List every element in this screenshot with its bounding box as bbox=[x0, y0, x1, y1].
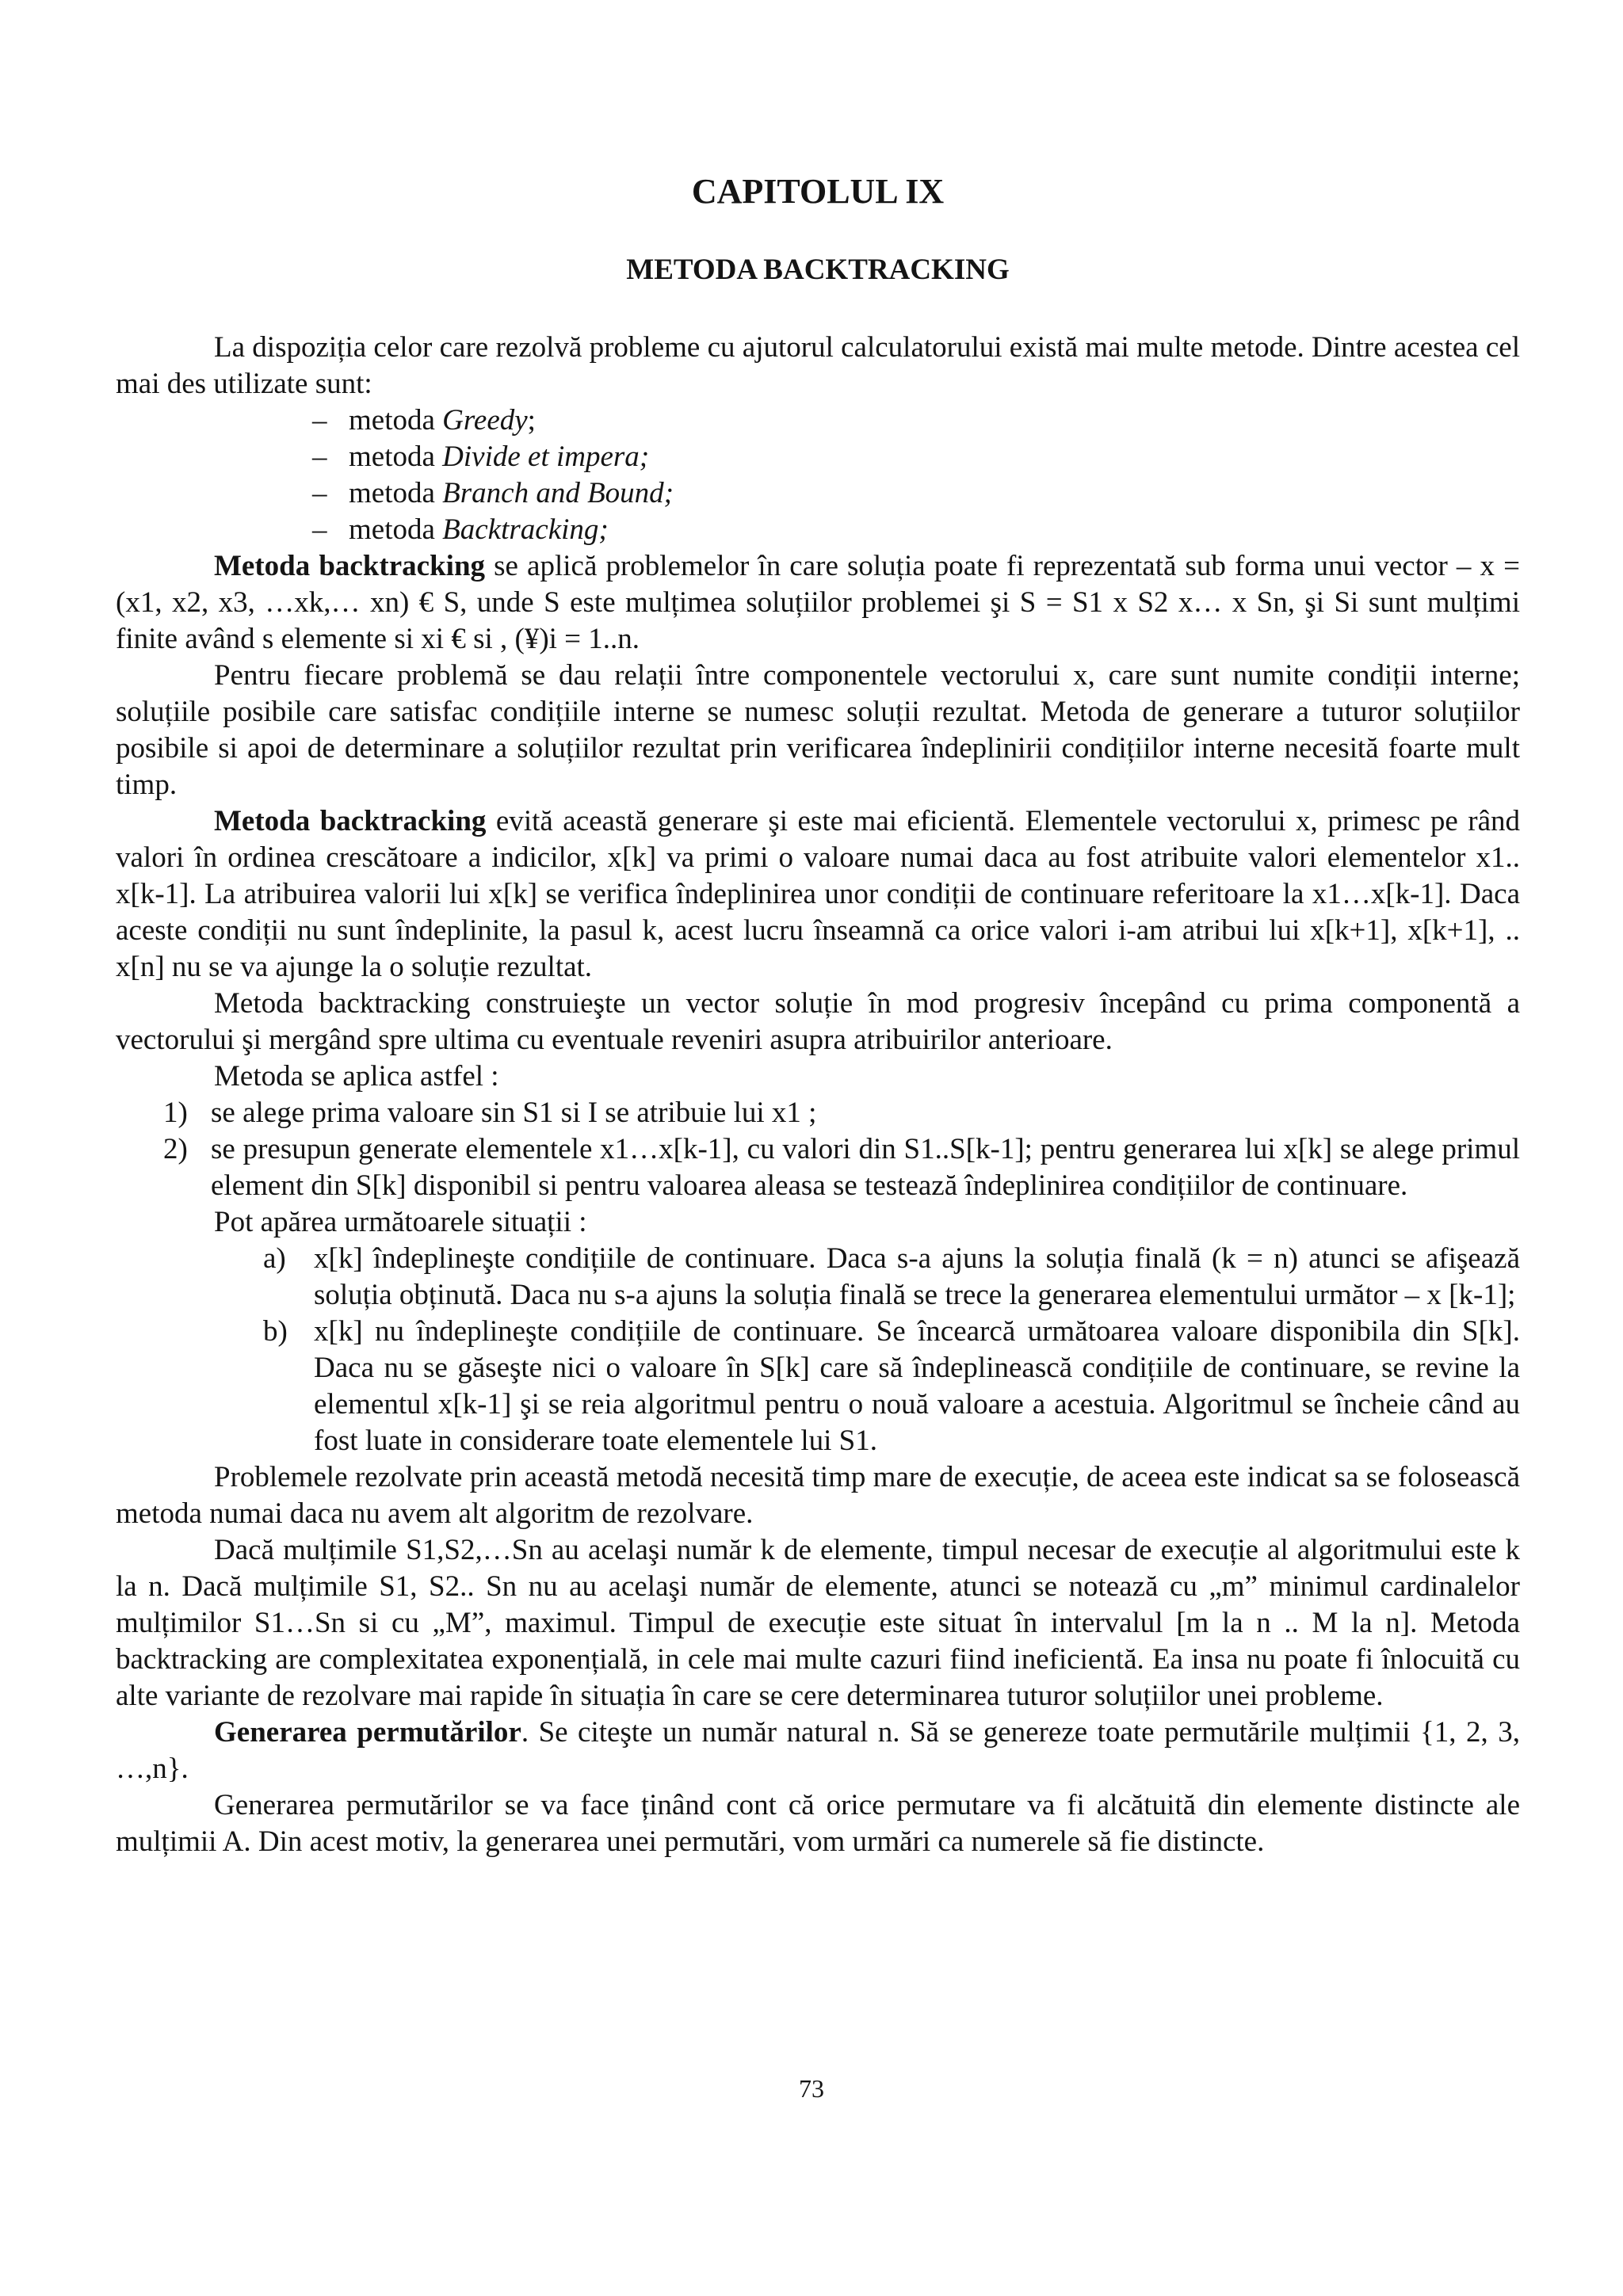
method-prefix: metoda bbox=[349, 441, 443, 473]
cases-list bbox=[116, 1241, 1520, 1459]
list-dash: – bbox=[312, 441, 327, 473]
efficiency-paragraph bbox=[116, 803, 1520, 986]
list-text: se alege prima valoare sin S1 si I se atribuie lui x1 ; bbox=[211, 1097, 817, 1129]
permutations-paragraph bbox=[116, 1714, 1520, 1787]
list-item bbox=[116, 1314, 1520, 1459]
complexity-paragraph: Dacă mulțimile S1,S2,…Sn au acelaşi număr k de elemente, timpul necesar de execuție al algoritmului este k la n. Dacă mulțimile S1, S2.. Sn nu au acelaşi număr de elemente, atunci se notează cu „m” minimul cardinalelor mulțimilor S1…Sn si cu „M”, maximul. Timpul de execuție este situat în intervalul [m la n .. M la n]. Metoda backtracking are complexitatea exponențială, in cele mai multe cazuri fiind ineficientă. Ea insa nu poate fi înlocuită cu alte variante de rezolvare mai rapide în situația în care se cere determinarea tuturor soluțiilor unei probleme. bbox=[116, 1534, 1520, 1712]
list-text: se presupun generate elementele x1…x[k-1], cu valori din S1..S[k-1]; pentru generarea lui x[k] se alege primul element din S[k] disponibil si pentru valoarea aleasa se testează îndeplinirea condițiilor de continuare. bbox=[211, 1133, 1520, 1202]
paragraph-text: . Se citeşte un număr natural n. Să se genereze toate permutările mulțimii {1, 2, 3, …,n}. bbox=[116, 1716, 1520, 1785]
list-item bbox=[116, 475, 1520, 512]
bold-term: Generarea permutărilor bbox=[214, 1716, 521, 1749]
list-marker: 1) bbox=[163, 1097, 188, 1129]
list-dash: – bbox=[312, 513, 327, 546]
list-dash: – bbox=[312, 404, 327, 437]
bold-term: Metoda backtracking bbox=[214, 550, 486, 582]
execution-time-paragraph: Problemele rezolvate prin această metodă necesită timp mare de execuție, de aceea este indicat sa se folosească metoda numai daca nu avem alt algoritm de rezolvare. bbox=[116, 1461, 1520, 1530]
method-prefix: metoda bbox=[349, 477, 443, 509]
cases-intro: Pot apărea următoarele situații : bbox=[214, 1206, 587, 1238]
method-prefix: metoda bbox=[349, 513, 443, 546]
conditions-paragraph: Pentru fiecare problemă se dau relații între componentele vectorului x, care sunt numite condiții interne; soluțiile posibile care satisfac condițiile interne se numesc soluții rezultat. Metoda de generare a tuturor soluțiilor posibile si apoi de determinare a soluțiilor rezultat prin verificarea îndeplinirii condițiilor interne necesită foarte mult timp. bbox=[116, 659, 1520, 801]
list-item bbox=[116, 512, 1520, 548]
permutations-detail-paragraph: Generarea permutărilor se va face ținând cont că orice permutare va fi alcătuită din elemente distincte ale mulțimii A. Din acest motiv, la generarea unei permutări, vom urmări ca numerele să fie distincte. bbox=[116, 1789, 1520, 1858]
paragraph-text: se aplică problemelor în care soluția poate fi reprezentată sub forma unui vector – x = (x1, x2, x3, …xk,… xn) € S, unde S este mulțimea soluțiilor problemei şi S = S1 x S2 x… x Sn, şi Si sunt mulțimi finite având s elemente si xi € si , (¥)i = 1..n. bbox=[116, 550, 1520, 655]
method-name: Greedy bbox=[442, 404, 528, 437]
list-item bbox=[116, 439, 1520, 475]
section-title: METODA BACKTRACKING bbox=[626, 254, 1010, 286]
list-item bbox=[116, 1095, 1520, 1131]
bold-term: Metoda backtracking bbox=[214, 805, 487, 837]
list-dash: – bbox=[312, 477, 327, 509]
list-item bbox=[116, 1131, 1520, 1204]
document-page bbox=[116, 158, 1520, 1860]
list-marker: 2) bbox=[163, 1133, 188, 1165]
list-text: x[k] nu îndeplineşte condițiile de continuare. Se încearcă următoarea valoare disponibila din S[k]. Daca nu se găseşte nici o valoare în S[k] care să îndeplinească condițiile de continuare, se revine la elementul x[k-1] şi se reia algoritmul pentru o nouă valoare a acestuia. Algoritmul se încheie când au fost luate in considerare toate elementele lui S1. bbox=[314, 1315, 1520, 1457]
definition-paragraph bbox=[116, 548, 1520, 658]
intro-paragraph: La dispoziția celor care rezolvă probleme cu ajutorul calculatorului există mai multe metode. Dintre acestea cel mai des utilizate sunt: bbox=[116, 331, 1520, 400]
steps-intro: Metoda se aplica astfel : bbox=[214, 1060, 499, 1093]
method-prefix: metoda bbox=[349, 404, 443, 437]
steps-list bbox=[116, 1095, 1520, 1204]
method-suffix: ; bbox=[527, 404, 536, 437]
method-name: Divide et impera; bbox=[442, 441, 650, 473]
construction-paragraph: Metoda backtracking construieşte un vector soluție în mod progresiv începând cu prima componentă a vectorului şi mergând spre ultima cu eventuale reveniri asupra atribuirilor anterioare. bbox=[116, 987, 1520, 1056]
paragraph-text: evită această generare şi este mai eficientă. Elementele vectorului x, primesc pe rând valori în ordinea crescătoare a indicilor, x[k] va primi o valoare numai daca au fost atribuite valori elementelor x1.. x[k-1]. La atribuirea valorii lui x[k] se verifica îndeplinirea unor condiții de continuare referitoare la x1…x[k-1]. Daca aceste condiții nu sunt îndeplinite, la pasul k, acest lucru înseamnă ca orice valori i-am atribui lui x[k+1], x[k+1], .. x[n] nu se va ajunge la o soluție rezultat. bbox=[116, 805, 1520, 983]
methods-list bbox=[116, 402, 1520, 548]
method-name: Branch and Bound; bbox=[442, 477, 674, 509]
list-marker: a) bbox=[263, 1242, 286, 1275]
page-number: 73 bbox=[799, 2074, 824, 2103]
method-name: Backtracking; bbox=[442, 513, 609, 546]
list-marker: b) bbox=[263, 1315, 288, 1348]
list-item bbox=[116, 402, 1520, 439]
list-item bbox=[116, 1241, 1520, 1314]
chapter-title: CAPITOLUL IX bbox=[691, 172, 945, 211]
list-text: x[k] îndeplineşte condițiile de continuare. Daca s-a ajuns la soluția finală (k = n) atunci se afişează soluția obținută. Daca nu s-a ajuns la soluția finală se trece la generarea elementului următor – x [k-1]; bbox=[314, 1242, 1520, 1311]
